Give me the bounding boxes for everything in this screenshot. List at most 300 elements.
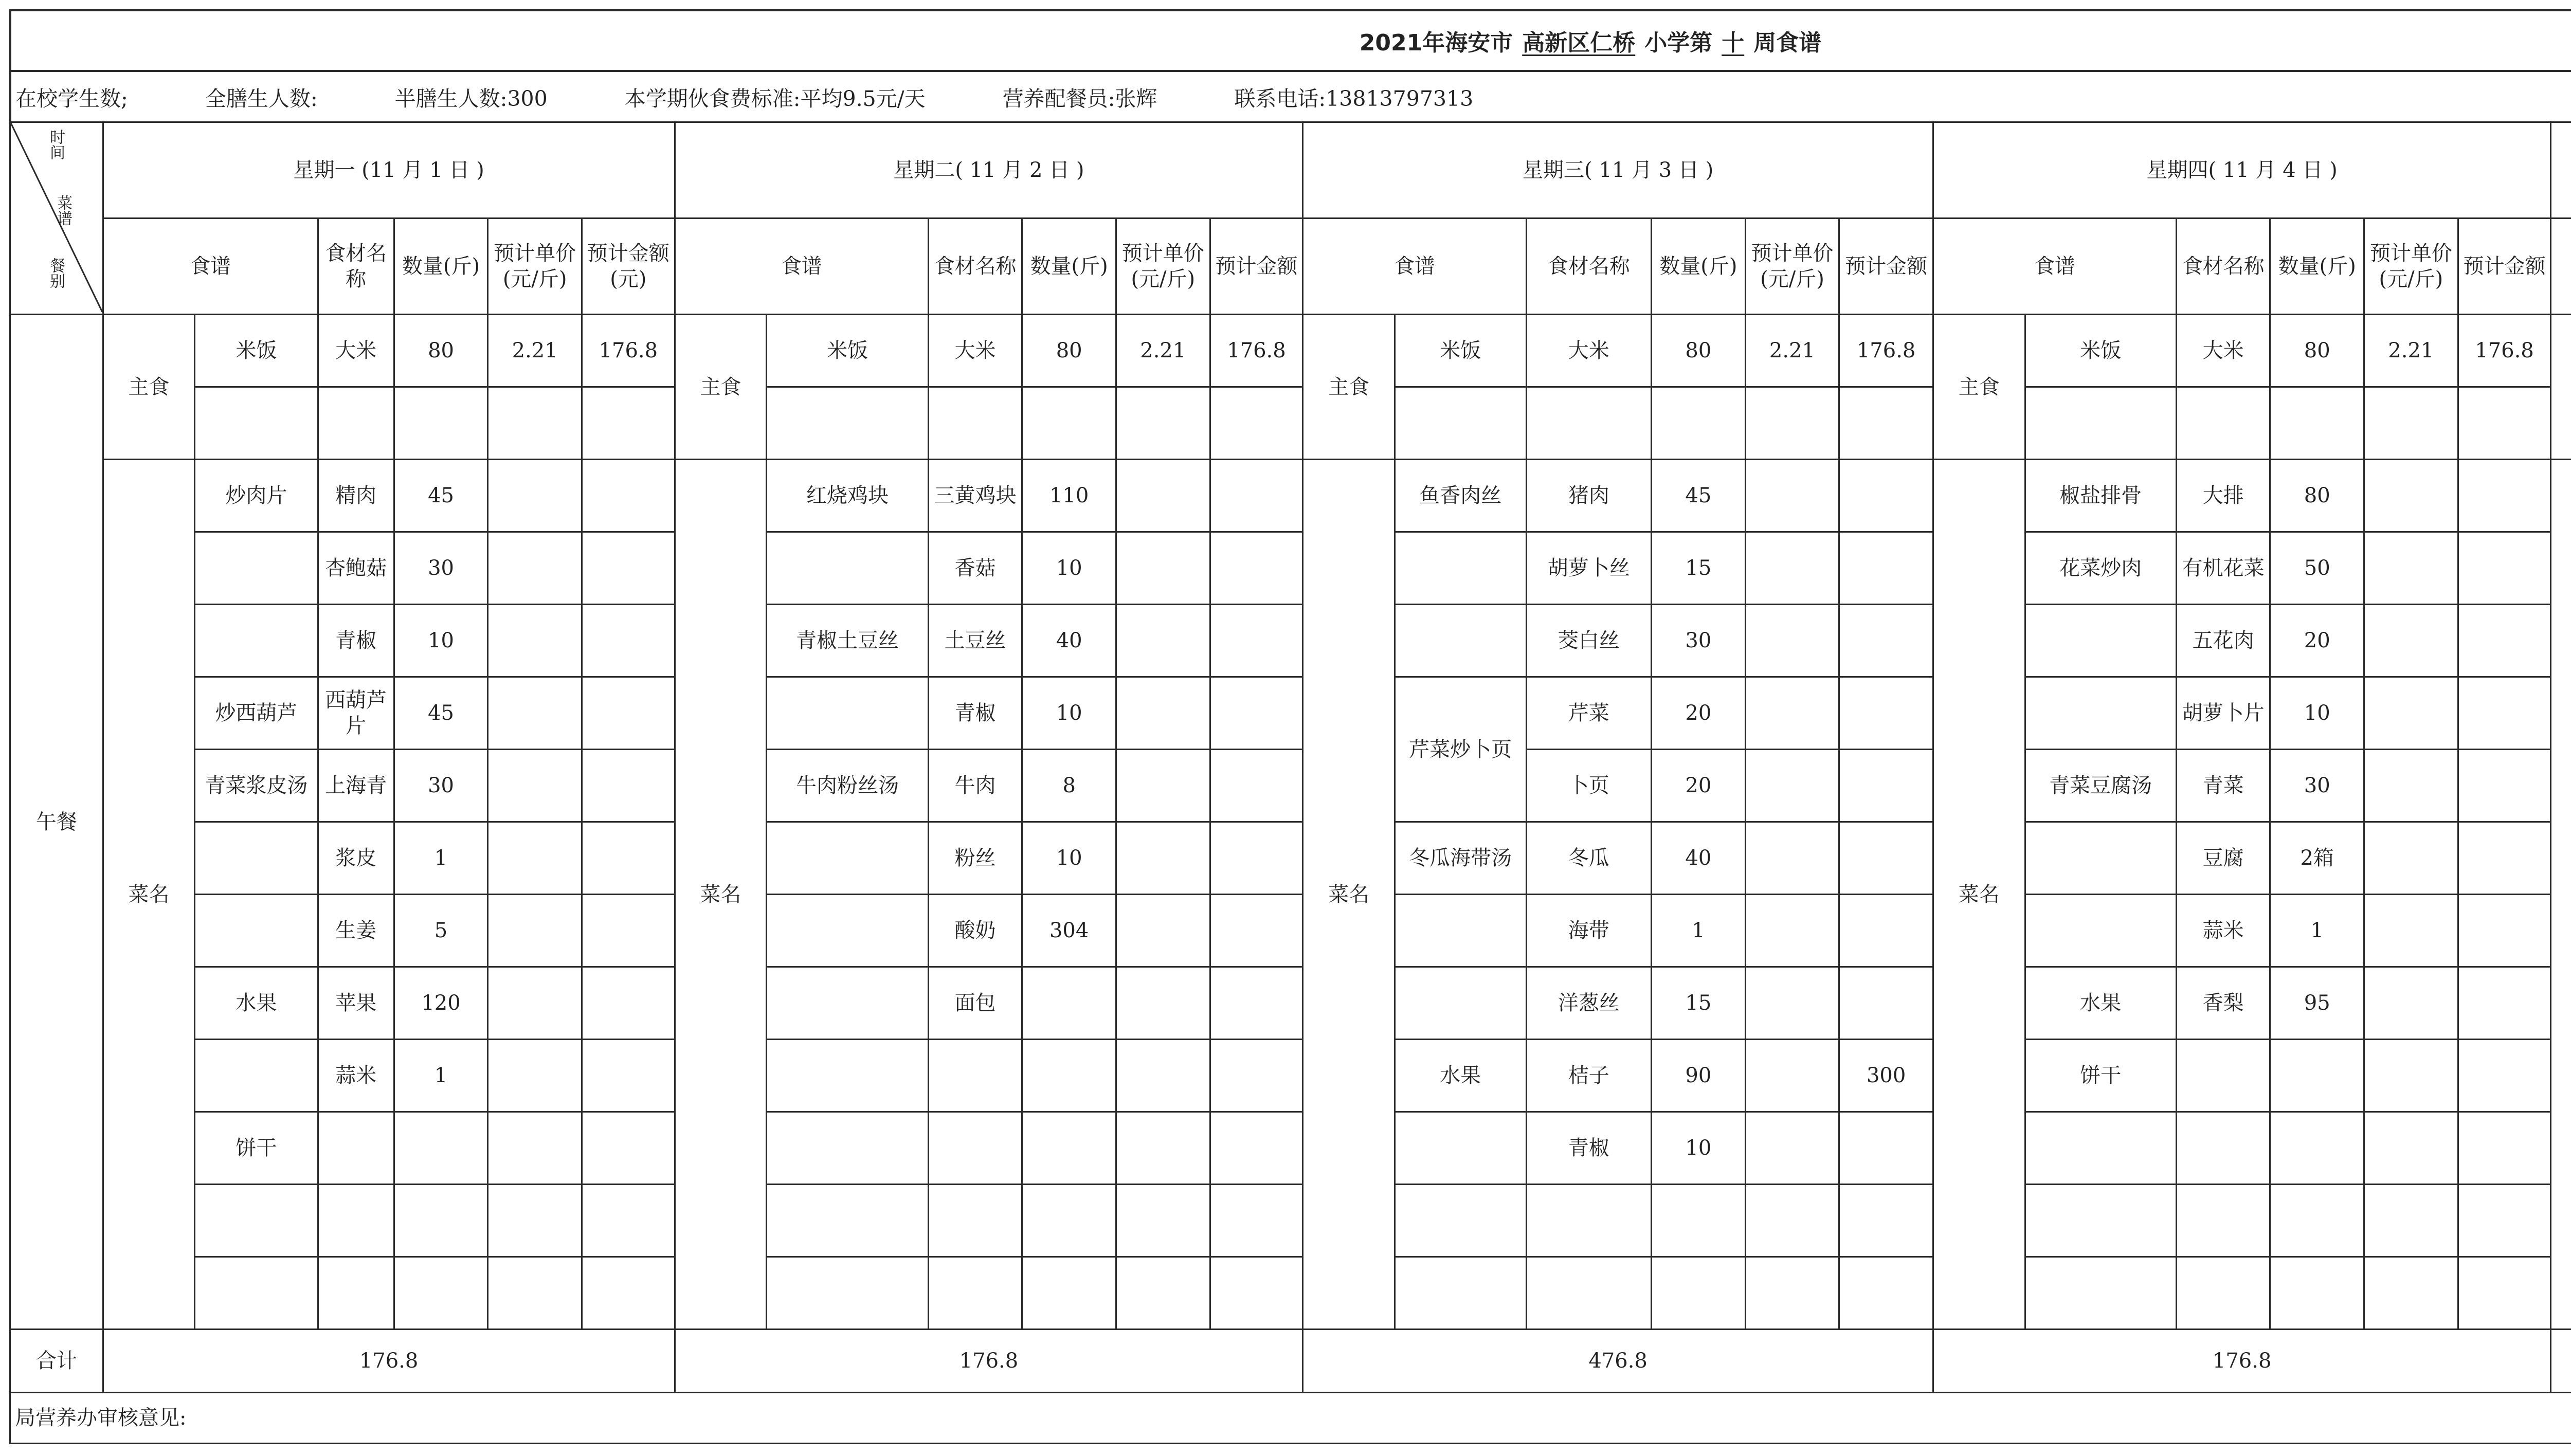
info-full-meal: 全膳生人数: [205,86,318,111]
table-cell: 米饭 [2025,315,2176,387]
table-cell: 胡萝卜丝 [1526,532,1652,605]
table-cell [1395,1185,1526,1257]
table-cell [582,1112,675,1185]
table-cell: 有机花菜 [2176,532,2270,605]
table-cell: 鱼香肉丝 [1395,460,1526,532]
col-header: 预计金额(元) [582,219,675,315]
table-cell [2270,1040,2364,1112]
table-cell [2025,1185,2176,1257]
table-cell [582,822,675,895]
table-cell [488,387,582,460]
table-cell [2364,1040,2458,1112]
table-cell [195,822,318,895]
day-header: 星期三( 11 月 3 日 ) [1303,122,1933,219]
table-cell: 40 [1022,605,1116,677]
table-cell [1745,1257,1839,1330]
table-cell [1210,460,1303,532]
table-cell: 青菜豆腐汤 [2025,750,2176,822]
table-cell [1116,822,1210,895]
table-cell [2458,532,2551,605]
table-cell: 蒜米 [318,1040,394,1112]
table-cell [928,387,1022,460]
table-cell: 椒盐排骨 [2025,460,2176,532]
col-header: 预计单价(元/斤) [1745,219,1839,315]
table-cell [488,967,582,1040]
table-cell: 176.8 [2458,315,2551,387]
table-cell [2364,750,2458,822]
table-cell [582,750,675,822]
table-cell [1745,460,1839,532]
table-cell: 青菜浆皮汤 [195,750,318,822]
table-cell [488,1185,582,1257]
table-cell [767,677,929,750]
total-value [2551,1330,2571,1393]
table-cell: 30 [394,532,488,605]
page-title [9,9,2571,70]
table-cell: 面包 [928,967,1022,1040]
table-cell [1210,822,1303,895]
title-prefix: 2021年海安市 [1359,30,1513,56]
table-cell: 300 [1839,1040,1933,1112]
table-cell: 120 [394,967,488,1040]
table-cell [1116,460,1210,532]
table-cell: 蒜米 [2176,895,2270,967]
table-cell: 15 [1652,967,1746,1040]
table-cell [2364,605,2458,677]
table-cell [2025,387,2176,460]
menu-sheet [9,9,2571,1444]
table-cell [2176,1112,2270,1185]
table-cell: 豆腐 [2176,822,2270,895]
total-value: 476.8 [1303,1330,1933,1393]
table-cell [488,822,582,895]
table-cell [2176,1185,2270,1257]
table-cell [1395,967,1526,1040]
table-cell [767,895,929,967]
table-cell [767,1257,929,1330]
table-cell: 米饭 [195,315,318,387]
table-cell [767,532,929,605]
table-cell [2025,1112,2176,1185]
table-cell: 大米 [318,315,394,387]
table-cell [488,750,582,822]
table-cell [318,1112,394,1185]
title-district: 高新区仁桥 [1522,30,1636,56]
table-cell: 炒西葫芦 [195,677,318,750]
table-cell [195,387,318,460]
table-cell [928,1257,1022,1330]
table-cell [1395,895,1526,967]
table-cell [1210,967,1303,1040]
table-cell [1745,895,1839,967]
table-cell [1116,532,1210,605]
table-cell: 2.21 [2364,315,2458,387]
table-cell: 45 [394,460,488,532]
table-cell [2458,460,2551,532]
table-cell [2458,1040,2551,1112]
table-cell [1839,532,1933,605]
table-cell: 40 [1652,822,1746,895]
table-cell [1839,1185,1933,1257]
table-cell: 青椒 [1526,1112,1652,1185]
table-cell: 10 [1652,1112,1746,1185]
table-cell [195,1040,318,1112]
table-cell [1210,605,1303,677]
table-cell: 10 [2270,677,2364,750]
table-cell [1022,1185,1116,1257]
table-cell [582,460,675,532]
table-cell [1116,750,1210,822]
table-cell [2270,1257,2364,1330]
staple-label [2551,315,2571,460]
table-cell: 桔子 [1526,1040,1652,1112]
table-cell [1652,1185,1746,1257]
table-cell [2364,532,2458,605]
col-header: 食材名称 [2176,219,2270,315]
table-cell: 三黄鸡块 [928,460,1022,532]
staple-label: 主食 [103,315,195,460]
table-cell [488,460,582,532]
day-header: 星期四( 11 月 4 日 ) [1933,122,2550,219]
table-cell [1745,677,1839,750]
table-cell: 20 [1652,750,1746,822]
table-cell [1652,387,1746,460]
table-cell: 30 [2270,750,2364,822]
table-cell: 176.8 [1210,315,1303,387]
table-cell [2364,1112,2458,1185]
table-cell: 30 [1652,605,1746,677]
staple-label: 主食 [1303,315,1395,460]
table-cell [2270,387,2364,460]
table-cell [1210,1112,1303,1185]
table-cell [2364,387,2458,460]
table-cell [1839,387,1933,460]
table-cell: 15 [1652,532,1746,605]
table-cell [1022,1040,1116,1112]
table-cell [488,1040,582,1112]
table-cell: 80 [1022,315,1116,387]
table-cell [1745,967,1839,1040]
table-cell [582,967,675,1040]
table-cell [2270,1112,2364,1185]
table-cell [1116,895,1210,967]
table-cell [1839,895,1933,967]
table-cell [1839,1112,1933,1185]
table-cell [1022,967,1116,1040]
table-cell [1745,1040,1839,1112]
table-cell [195,605,318,677]
table-cell: 冬瓜 [1526,822,1652,895]
col-header: 预计单价(元/斤) [2364,219,2458,315]
table-cell: 1 [1652,895,1746,967]
table-cell: 大排 [2176,460,2270,532]
table-cell [1395,1112,1526,1185]
table-cell: 猪肉 [1526,460,1652,532]
table-cell [2364,677,2458,750]
dish-label [2551,460,2571,1330]
table-cell: 2.21 [1745,315,1839,387]
col-header: 预计单价(元/斤) [1116,219,1210,315]
table-cell [582,605,675,677]
table-cell [1116,1112,1210,1185]
table-cell: 精肉 [318,460,394,532]
col-header: 食材名称 [318,219,394,315]
title-suffix: 周食谱 [1753,30,1822,56]
table-cell: 1 [394,1040,488,1112]
table-cell [394,1112,488,1185]
table-cell: 20 [1652,677,1746,750]
table-cell: 香菇 [928,532,1022,605]
table-cell [318,1185,394,1257]
table-cell: 30 [394,750,488,822]
total-value: 176.8 [1933,1330,2550,1393]
table-cell [582,677,675,750]
table-cell: 花菜炒肉 [2025,532,2176,605]
col-header: 数量(斤) [2270,219,2364,315]
table-cell: 大米 [928,315,1022,387]
table-cell: 牛肉 [928,750,1022,822]
table-cell: 青椒 [318,605,394,677]
table-cell [1839,967,1933,1040]
table-cell [1839,677,1933,750]
table-cell: 10 [394,605,488,677]
table-cell [1839,1257,1933,1330]
col-header: 数量(斤) [1022,219,1116,315]
table-cell [767,1112,929,1185]
table-cell [767,1185,929,1257]
table-cell [2458,1112,2551,1185]
table-cell [1526,1185,1652,1257]
dish-label: 菜名 [103,460,195,1330]
table-cell [2458,1257,2551,1330]
table-cell [1526,1257,1652,1330]
table-cell: 大米 [2176,315,2270,387]
table-cell [2025,677,2176,750]
table-cell: 酸奶 [928,895,1022,967]
table-cell: 米饭 [767,315,929,387]
table-cell: 水果 [1395,1040,1526,1112]
info-phone: 联系电话:13813797313 [1234,86,1474,111]
col-header: 食材名称 [1526,219,1652,315]
table-cell [488,605,582,677]
table-cell [1210,1185,1303,1257]
col-header-recipe: 食谱 [1933,219,2176,315]
table-cell [394,387,488,460]
col-header: 预计金额 [2458,219,2551,315]
table-cell [488,677,582,750]
table-cell [2025,822,2176,895]
table-cell [2364,822,2458,895]
total-value: 176.8 [103,1330,675,1393]
table-cell [582,1040,675,1112]
table-cell [488,1257,582,1330]
table-cell [2270,1185,2364,1257]
dish-label: 菜名 [1933,460,2025,1330]
table-cell [2025,605,2176,677]
col-header: 预计金额 [1839,219,1933,315]
table-cell [582,1185,675,1257]
corner-header [10,122,103,315]
table-cell: 水果 [195,967,318,1040]
table-cell: 胡萝卜片 [2176,677,2270,750]
table-cell [318,1257,394,1330]
table-cell: 10 [1022,822,1116,895]
table-cell [2458,967,2551,1040]
total-label: 合计 [10,1330,103,1393]
table-cell [2364,460,2458,532]
table-cell [195,1257,318,1330]
table-cell [2458,605,2551,677]
table-cell: 青菜 [2176,750,2270,822]
table-cell: 上海青 [318,750,394,822]
table-cell [195,1185,318,1257]
table-cell [2364,895,2458,967]
table-cell: 饼干 [195,1112,318,1185]
table-cell: 红烧鸡块 [767,460,929,532]
table-cell: 茭白丝 [1526,605,1652,677]
table-cell [1839,605,1933,677]
table-cell: 饼干 [2025,1040,2176,1112]
table-cell: 5 [394,895,488,967]
table-cell: 20 [2270,605,2364,677]
table-cell: 1 [394,822,488,895]
table-cell: 2.21 [488,315,582,387]
table-cell [1839,822,1933,895]
table-cell [1116,677,1210,750]
table-cell [1395,1257,1526,1330]
table-cell [1116,967,1210,1040]
table-cell [1022,387,1116,460]
table-cell [1745,532,1839,605]
table-cell [2458,1185,2551,1257]
table-cell [1839,460,1933,532]
table-cell [1652,1257,1746,1330]
table-cell: 西葫芦片 [318,677,394,750]
title-mid: 小学第 [1644,30,1713,56]
table-cell: 2箱 [2270,822,2364,895]
table-cell [1395,387,1526,460]
table-cell [1210,750,1303,822]
table-cell [488,1112,582,1185]
table-cell: 粉丝 [928,822,1022,895]
corner-menu: 菜谱 [54,195,72,226]
corner-category: 餐别 [47,258,65,288]
table-cell: 45 [1652,460,1746,532]
table-cell: 卜页 [1526,750,1652,822]
info-staff: 营养配餐员:张辉 [1002,86,1157,111]
day-header: 星期二( 11 月 2 日 ) [675,122,1303,219]
table-cell [2364,1257,2458,1330]
table-cell [1210,1257,1303,1330]
table-cell [928,1112,1022,1185]
table-cell [1116,1257,1210,1330]
table-cell [2176,387,2270,460]
table-cell: 80 [394,315,488,387]
staple-label: 主食 [675,315,767,460]
table-cell: 110 [1022,460,1116,532]
table-cell: 杏鲍菇 [318,532,394,605]
table-cell: 大米 [1526,315,1652,387]
table-cell [2364,1185,2458,1257]
table-cell: 生姜 [318,895,394,967]
table-cell [1395,532,1526,605]
table-cell [1116,1040,1210,1112]
table-cell: 米饭 [1395,315,1526,387]
table-cell [1526,387,1652,460]
table-cell [1116,387,1210,460]
table-cell: 土豆丝 [928,605,1022,677]
col-header-recipe [2551,219,2571,315]
table-cell [767,822,929,895]
meal-label: 午餐 [10,315,103,1330]
col-header: 预计金额 [1210,219,1303,315]
table-cell: 10 [1022,677,1116,750]
dish-label: 菜名 [1303,460,1395,1330]
table-cell [2025,895,2176,967]
table-cell [1210,677,1303,750]
table-cell: 浆皮 [318,822,394,895]
table-cell: 50 [2270,532,2364,605]
dish-label: 菜名 [675,460,767,1330]
table-cell: 芹菜炒卜页 [1395,677,1526,822]
staple-label: 主食 [1933,315,2025,460]
table-cell: 45 [394,677,488,750]
table-cell [2458,750,2551,822]
table-cell [2458,677,2551,750]
info-students: 在校学生数; [15,86,128,111]
corner-time: 时间 [47,129,65,160]
table-cell: 冬瓜海带汤 [1395,822,1526,895]
table-cell: 五花肉 [2176,605,2270,677]
table-cell [488,895,582,967]
table-cell: 176.8 [582,315,675,387]
table-cell [318,387,394,460]
col-header: 数量(斤) [1652,219,1746,315]
table-cell [1839,750,1933,822]
table-cell [1210,387,1303,460]
table-cell [582,895,675,967]
day-header [2551,122,2571,219]
table-cell [2025,1257,2176,1330]
table-cell [2364,967,2458,1040]
table-cell: 苹果 [318,967,394,1040]
table-cell [767,967,929,1040]
col-header: 数量(斤) [394,219,488,315]
table-cell [582,1257,675,1330]
table-cell [1745,1112,1839,1185]
info-bar [9,70,2571,121]
table-cell [1116,1185,1210,1257]
table-cell [1395,605,1526,677]
col-header: 预计单价(元/斤) [488,219,582,315]
table-cell [2176,1257,2270,1330]
table-cell [582,532,675,605]
info-fee: 本学期伙食费标准:平均9.5元/天 [624,86,926,111]
table-cell: 2.21 [1116,315,1210,387]
table-cell [2176,1040,2270,1112]
table-cell [1210,895,1303,967]
total-value: 176.8 [675,1330,1303,1393]
table-cell [1210,532,1303,605]
table-cell: 304 [1022,895,1116,967]
table-cell: 洋葱丝 [1526,967,1652,1040]
table-cell [394,1185,488,1257]
table-cell: 90 [1652,1040,1746,1112]
table-cell [1210,1040,1303,1112]
table-cell: 青椒土豆丝 [767,605,929,677]
table-cell [1745,750,1839,822]
table-cell [767,387,929,460]
